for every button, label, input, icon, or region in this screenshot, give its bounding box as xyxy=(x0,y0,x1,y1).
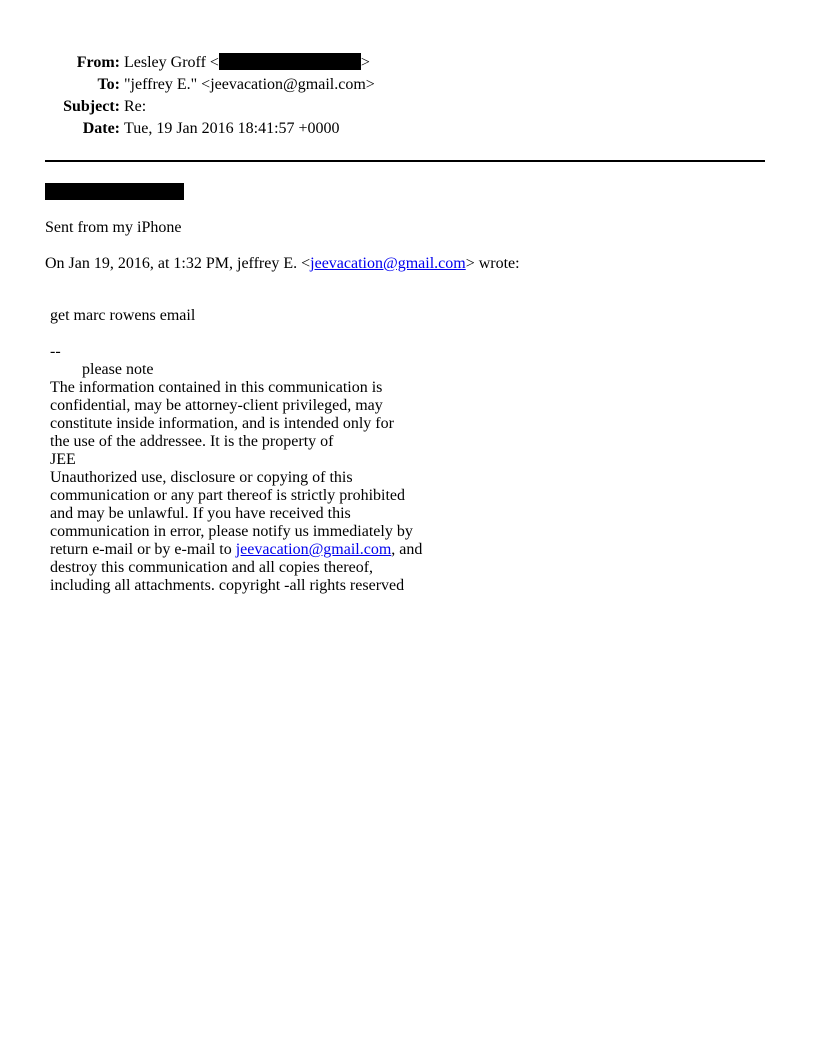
disclaimer-line: communication or any part thereof is strictly prohibited xyxy=(50,487,406,504)
from-value xyxy=(124,52,370,74)
return-email-link[interactable]: jeevacation@gmail.com xyxy=(235,541,392,558)
quote-email-link[interactable]: jeevacation@gmail.com xyxy=(310,255,466,272)
subject-row xyxy=(0,96,816,118)
disclaimer-line: and may be unlawful. If you have received this xyxy=(50,505,351,522)
from-label: From: xyxy=(76,54,120,71)
disclaimer-line: the use of the addressee. It is the property of xyxy=(50,433,334,450)
sent-from-line: Sent from my iPhone xyxy=(45,219,182,236)
date-row xyxy=(0,118,816,140)
date-label: Date: xyxy=(82,120,120,137)
disclaimer-block xyxy=(50,361,422,595)
from-name: Lesley Groff < xyxy=(124,54,219,71)
subject-label: Subject: xyxy=(63,98,120,115)
header-divider xyxy=(45,160,765,162)
return-suffix: , and xyxy=(391,541,423,558)
subject-value: Re: xyxy=(124,98,147,115)
from-row xyxy=(0,52,816,74)
email-header xyxy=(0,52,816,140)
disclaimer-line: confidential, may be attorney-client privileged, may xyxy=(50,397,383,414)
disclaimer-line: destroy this communication and all copies thereof, xyxy=(50,559,374,576)
return-prefix: return e-mail or by e-mail to xyxy=(50,541,236,558)
redacted-email xyxy=(219,53,361,70)
disclaimer-line: including all attachments. copyright -all rights reserved xyxy=(50,577,405,594)
to-value: "jeffrey E." <jeevacation@gmail.com> xyxy=(124,76,375,93)
date-value: Tue, 19 Jan 2016 18:41:57 +0000 xyxy=(124,120,340,137)
disclaimer-line: communication in error, please notify us immediately by xyxy=(50,523,413,540)
disclaimer-line: Unauthorized use, disclosure or copying of this xyxy=(50,469,353,486)
signature-separator: -- xyxy=(50,343,61,360)
disclaimer-line: The information contained in this communication is xyxy=(50,379,383,396)
disclaimer-line: constitute inside information, and is intended only for xyxy=(50,415,394,432)
from-close: > xyxy=(360,54,370,71)
notice-title: please note xyxy=(82,361,154,378)
quoted-message: get marc rowens email xyxy=(50,307,196,324)
disclaimer-line: JEE xyxy=(50,451,76,468)
quote-prefix: On Jan 19, 2016, at 1:32 PM, jeffrey E. < xyxy=(45,255,311,272)
quote-attribution xyxy=(45,255,520,273)
quote-suffix: > wrote: xyxy=(465,255,520,272)
to-label: To: xyxy=(97,76,120,93)
disclaimer-return-line xyxy=(50,541,422,559)
redacted-signature xyxy=(45,183,184,200)
to-row xyxy=(0,74,816,96)
